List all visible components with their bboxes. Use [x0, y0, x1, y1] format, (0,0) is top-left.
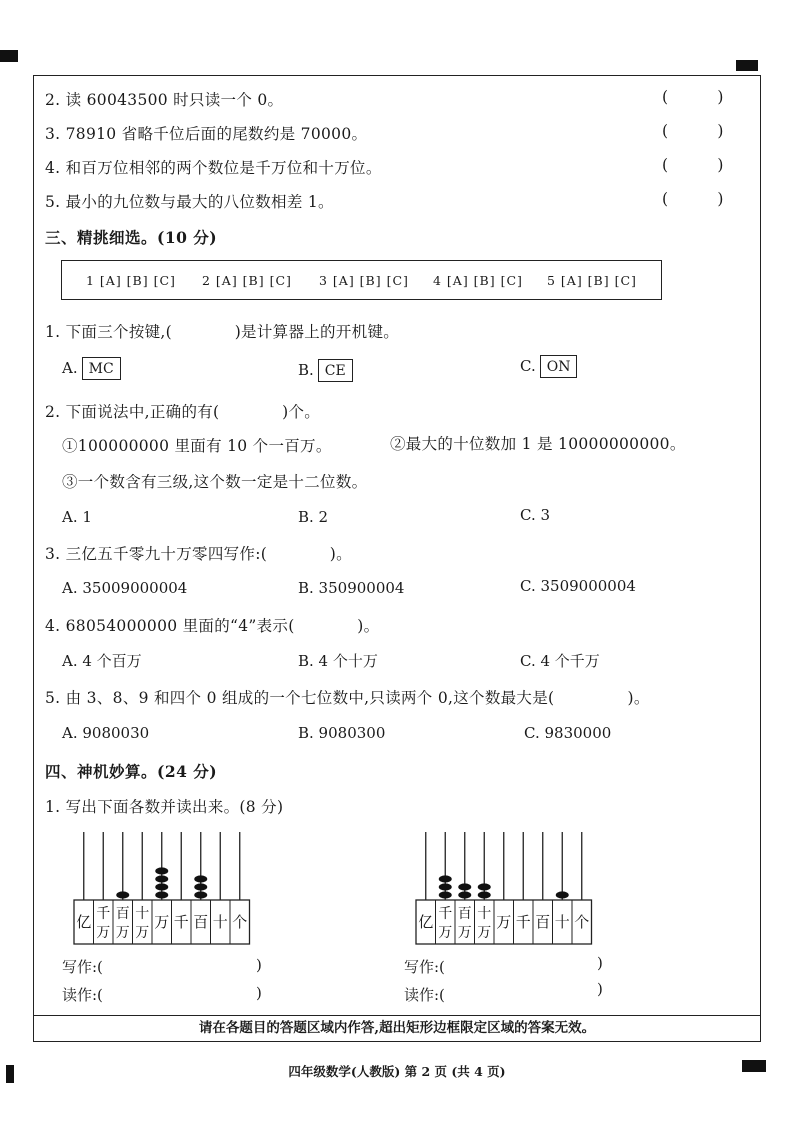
judge-item-4: 4. 和百万位相邻的两个数位是千万位和十万位。	[45, 159, 382, 177]
abacus-bead	[439, 883, 452, 890]
judge-item-2: 2. 读 60043500 时只读一个 0。	[45, 91, 284, 109]
place-label: 十	[135, 906, 150, 922]
judge-paren-5[interactable]: ( )	[662, 190, 724, 208]
place-label: 万	[438, 925, 453, 941]
strip-item-1[interactable]: 1 [A] [B] [C]	[86, 273, 176, 288]
mc-key: MC	[82, 357, 121, 380]
judge-paren-4[interactable]: ( )	[662, 156, 724, 174]
abacus-bead	[556, 891, 569, 898]
judge-item-5: 5. 最小的九位数与最大的八位数相差 1。	[45, 193, 334, 211]
q3-4-text: 4. 68054000000 里面的“4”表示( )。	[45, 617, 380, 635]
q4-1-text: 1. 写出下面各数并读出来。(8 分)	[45, 798, 284, 816]
place-label: 个	[574, 913, 590, 931]
q3-3-option-a[interactable]: A. 35009000004	[62, 579, 188, 597]
q3-4-option-a[interactable]: A. 4 个百万	[62, 652, 142, 670]
q3-1-option-c[interactable]	[520, 355, 577, 378]
place-label: 千	[96, 906, 111, 922]
q3-2-statement-2: ②最大的十位数加 1 是 10000000000。	[390, 435, 686, 453]
abacus-bead	[194, 883, 207, 890]
q3-5-option-c[interactable]: C. 9830000	[524, 724, 612, 742]
abacus-bead	[155, 891, 168, 898]
place-label: 万	[154, 913, 170, 931]
place-label: 万	[477, 925, 492, 941]
q3-1-option-b[interactable]	[298, 359, 353, 382]
place-label: 百	[457, 906, 472, 922]
left-read-close: )	[256, 984, 262, 1002]
page-footer: 四年级数学(人教版) 第 2 页 (共 4 页)	[288, 1064, 506, 1079]
strip-item-5[interactable]: 5 [A] [B] [C]	[547, 273, 637, 288]
place-label: 亿	[76, 913, 92, 931]
strip-item-2[interactable]: 2 [A] [B] [C]	[202, 273, 292, 288]
place-label: 万	[496, 913, 512, 931]
place-label: 百	[115, 906, 130, 922]
left-read-label: 读作:(	[62, 986, 103, 1004]
place-label: 千	[438, 906, 453, 922]
abacus-bead	[155, 867, 168, 874]
abacus-bead	[478, 883, 491, 890]
abacus-bead	[155, 875, 168, 882]
answer-sheet-strip	[61, 260, 662, 300]
place-label: 十	[212, 913, 228, 931]
right-read-close: )	[597, 980, 603, 998]
place-label: 千	[173, 913, 189, 931]
right-write-label: 写作:(	[404, 958, 445, 976]
q3-2-option-c[interactable]: C. 3	[520, 506, 551, 524]
place-label: 百	[535, 913, 551, 931]
abacus-bead	[155, 883, 168, 890]
abacus-left	[72, 830, 252, 945]
place-label: 万	[135, 925, 150, 941]
q3-5-option-a[interactable]: A. 9080030	[62, 724, 150, 742]
abacus-bead	[478, 891, 491, 898]
abacus-bead	[458, 883, 471, 890]
registration-mark-top-right	[736, 60, 758, 71]
q3-4-option-c[interactable]: C. 4 个千万	[520, 652, 600, 670]
q3-2-option-a[interactable]: A. 1	[62, 508, 92, 526]
q3-4-option-b[interactable]: B. 4 个十万	[298, 652, 378, 670]
q3-2-option-b[interactable]: B. 2	[298, 508, 329, 526]
judge-item-3: 3. 78910 省略千位后面的尾数约是 70000。	[45, 125, 368, 143]
q3-2-statement-1: ①100000000 里面有 10 个一百万。	[62, 437, 332, 455]
place-label: 千	[515, 913, 531, 931]
option-label: C.	[520, 357, 536, 375]
strip-item-4[interactable]: 4 [A] [B] [C]	[433, 273, 523, 288]
answer-area-notice: 请在各题目的答题区域内作答,超出矩形边框限定区域的答案无效。	[33, 1015, 761, 1042]
abacus-bead	[439, 891, 452, 898]
left-write-label: 写作:(	[62, 958, 103, 976]
option-label: A.	[62, 359, 78, 377]
place-label: 万	[96, 925, 111, 941]
abacus-bead	[458, 891, 471, 898]
abacus-right	[414, 830, 594, 945]
q3-1-option-a[interactable]	[62, 357, 121, 380]
place-label: 亿	[418, 913, 434, 931]
abacus-bead	[439, 875, 452, 882]
place-label: 万	[457, 925, 472, 941]
right-write-close: )	[597, 954, 603, 972]
abacus-bead	[194, 875, 207, 882]
section-4-heading: 四、神机妙算。(24 分)	[45, 762, 218, 781]
place-label: 十	[477, 906, 492, 922]
q3-2-statement-3: ③一个数含有三级,这个数一定是十二位数。	[62, 473, 368, 491]
place-label: 十	[554, 913, 570, 931]
on-key: ON	[540, 355, 578, 378]
abacus-bead	[116, 891, 129, 898]
abacus-bead	[194, 891, 207, 898]
q3-1-text: 1. 下面三个按键,( )是计算器上的开机键。	[45, 323, 400, 341]
q3-3-option-c[interactable]: C. 3509000004	[520, 577, 636, 595]
place-label: 百	[193, 913, 209, 931]
judge-paren-2[interactable]: ( )	[662, 88, 724, 106]
strip-item-3[interactable]: 3 [A] [B] [C]	[319, 273, 409, 288]
registration-mark-top-left	[0, 50, 18, 62]
ce-key: CE	[318, 359, 353, 382]
judge-paren-3[interactable]: ( )	[662, 122, 724, 140]
section-3-heading: 三、精挑细选。(10 分)	[45, 228, 218, 247]
q3-3-option-b[interactable]: B. 350900004	[298, 579, 405, 597]
place-label: 个	[232, 913, 248, 931]
q3-3-text: 3. 三亿五千零九十万零四写作:( )。	[45, 545, 352, 563]
place-label: 万	[115, 925, 130, 941]
left-write-close: )	[256, 956, 262, 974]
right-read-label: 读作:(	[404, 986, 445, 1004]
option-label: B.	[298, 361, 314, 379]
q3-5-text: 5. 由 3、8、9 和四个 0 组成的一个七位数中,只读两个 0,这个数最大是( )。	[45, 689, 650, 707]
q3-2-text: 2. 下面说法中,正确的有( )个。	[45, 403, 321, 421]
q3-5-option-b[interactable]: B. 9080300	[298, 724, 386, 742]
